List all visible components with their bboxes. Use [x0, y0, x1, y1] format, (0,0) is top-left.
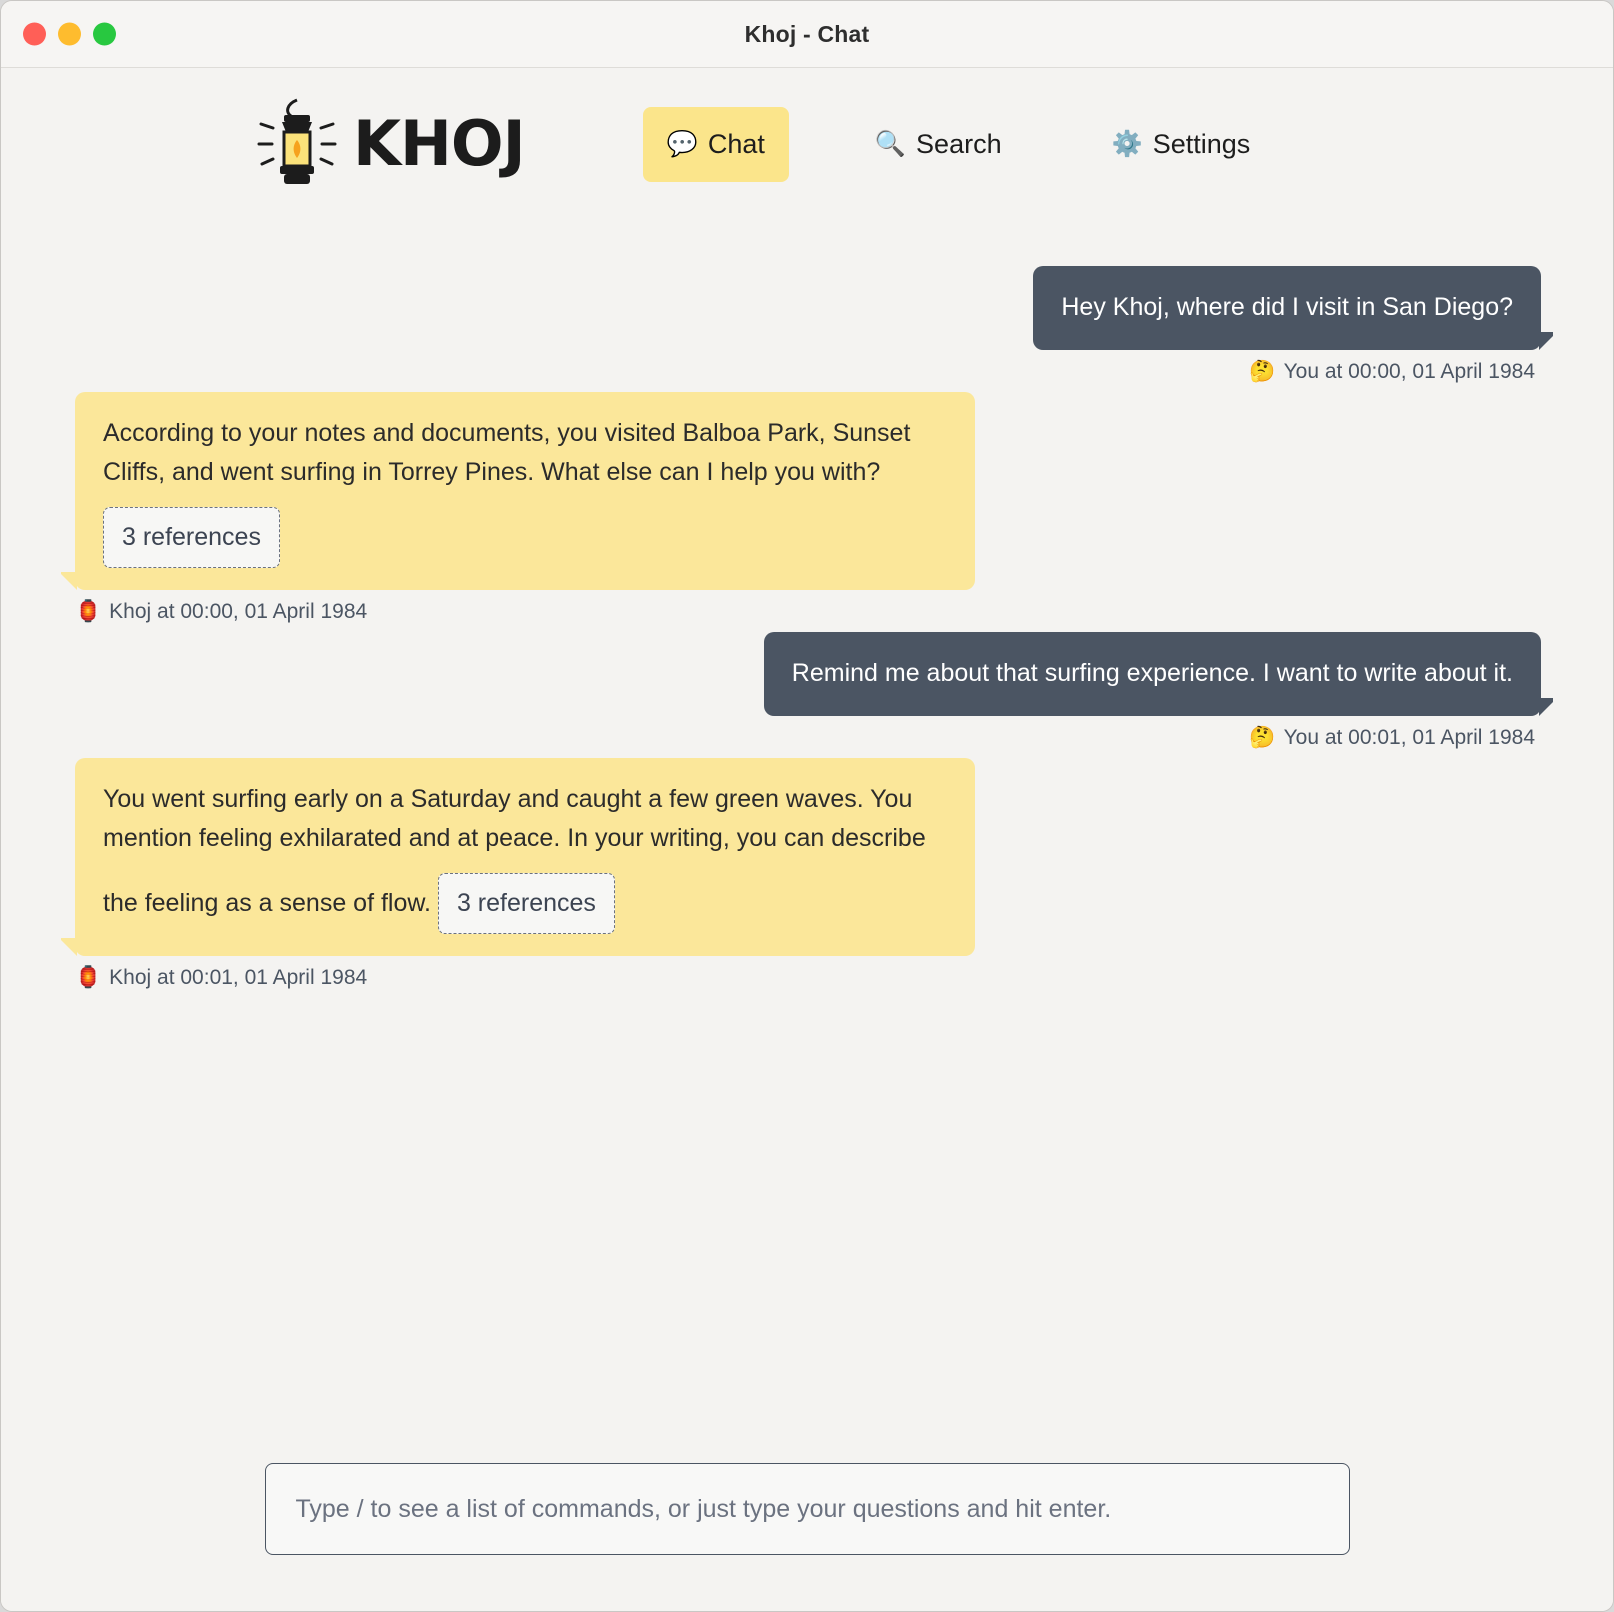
lantern-icon: 🏮	[75, 966, 102, 989]
titlebar	[1, 1, 1613, 68]
chat-message-you	[61, 266, 1553, 384]
close-window-button[interactable]	[23, 23, 46, 46]
message-bubble	[75, 758, 975, 957]
message-meta-text: Khoj at 00:01, 01 April 1984	[109, 966, 368, 989]
tab-search[interactable]	[851, 107, 1026, 182]
message-meta-text: You at 00:01, 01 April 1984	[1283, 725, 1535, 749]
brand	[251, 96, 525, 192]
message-meta-text: You at 00:00, 01 April 1984	[1283, 359, 1535, 383]
window-title: Khoj - Chat	[744, 20, 870, 47]
app-header	[61, 68, 1553, 206]
tab-settings-label: Settings	[1152, 128, 1251, 159]
maximize-window-button[interactable]	[93, 23, 116, 46]
main-nav	[643, 107, 1275, 182]
minimize-window-button[interactable]	[58, 23, 81, 46]
lantern-logo-icon	[251, 96, 343, 192]
message-bubble	[75, 392, 975, 591]
message-bubble: Remind me about that surfing experience. I want to write about it.	[764, 632, 1541, 716]
composer	[61, 1463, 1553, 1611]
page-body	[1, 68, 1613, 1611]
lantern-icon: 🏮	[75, 600, 102, 623]
message-meta	[1249, 726, 1535, 750]
message-meta	[1249, 360, 1535, 384]
message-meta	[75, 600, 367, 624]
message-meta	[75, 966, 367, 990]
search-icon: 🔍	[874, 129, 907, 158]
message-text: You went surfing early on a Saturday and caught a few green waves. You mention feeling exhilarated and at peace. In your writing, you can describe the feeling as a sense of flow.	[103, 784, 926, 917]
references-button[interactable]: 3 references	[103, 507, 280, 569]
tab-settings[interactable]	[1088, 107, 1275, 182]
thinking-face-icon: 🤔	[1249, 725, 1276, 749]
chat-icon: 💬	[666, 129, 698, 158]
brand-name: KHOJ	[353, 107, 525, 180]
tab-search-label: Search	[916, 128, 1002, 159]
message-meta-text: Khoj at 00:00, 01 April 1984	[109, 600, 368, 623]
window-controls	[23, 23, 116, 46]
tab-chat[interactable]	[643, 107, 789, 182]
tab-chat-label: Chat	[707, 128, 765, 159]
gear-icon: ⚙️	[1111, 129, 1143, 158]
message-text: According to your notes and documents, you visited Balboa Park, Sunset Cliffs, and went surfing in Torrey Pines. What else can I help you with?	[103, 418, 911, 486]
thinking-face-icon: 🤔	[1249, 359, 1276, 383]
chat-message-khoj	[61, 392, 1553, 625]
chat-message-list	[61, 206, 1553, 1463]
chat-input[interactable]	[265, 1463, 1350, 1555]
chat-message-khoj	[61, 758, 1553, 991]
references-button[interactable]: 3 references	[438, 873, 615, 935]
chat-message-you	[61, 632, 1553, 750]
message-bubble: Hey Khoj, where did I visit in San Diego?	[1033, 266, 1541, 350]
